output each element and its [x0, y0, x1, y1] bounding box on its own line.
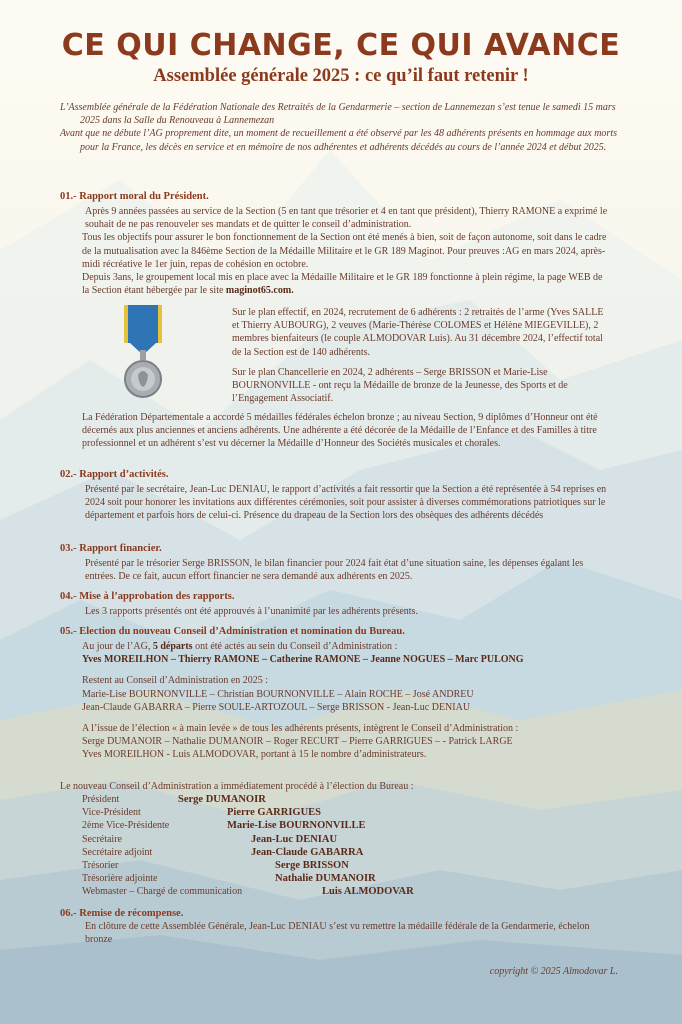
bureau-name-secretaire-adjoint: Jean-Claude GABARRA — [251, 847, 364, 858]
bureau-name-tresoriere-adjointe: Nathalie DUMANOIR — [275, 873, 376, 884]
intro — [60, 101, 620, 154]
bureau-role-vice-presidente-2: 2ème Vice-Présidente — [82, 820, 170, 831]
bureau-role-webmaster: Webmaster – Chargé de communication — [82, 886, 243, 897]
bureau-role-tresorier: Trésorier — [82, 860, 119, 871]
bureau-role-secretaire: Secrétaire — [82, 834, 122, 845]
s1-paragraph-6: La Fédération Départementale a accordé 5 médailles fédérales échelon bronze ; au niveau Section, 9 diplômes d’Honneur ont été décernés aux plus anciennes et anciens adhérents. Une adhérente a été décorée de la Médaille de l’Enfance et des Familles à titre professionnel et un adhérent s’est vu décerner la Médaille d’Honneur des Sociétés musicales et chorales. — [82, 412, 598, 450]
elect-line-2: Yves MOREILHON - Luis ALMODOVAR, portant à 15 le nombre d’administrateurs. — [82, 749, 427, 761]
bureau-name-president: Serge DUMANOIR — [178, 794, 266, 805]
bureau-name-secretaire: Jean-Luc DENIAU — [251, 834, 338, 845]
section-4-body — [85, 605, 610, 618]
bureau-name-tresorier: Serge BRISSON — [275, 860, 349, 871]
section-1-body — [82, 205, 610, 297]
bureau-role-vice-president: Vice-Président — [82, 807, 141, 818]
page-title: CE QUI CHANGE, CE QUI AVANCE — [61, 28, 621, 63]
s5-text: Au jour de l’AG, — [82, 641, 153, 652]
s4-paragraph-1: Les 3 rapports présentés ont été approuvés à l’unanimité par les adhérents présents. — [85, 606, 418, 617]
intro-paragraph-1: L’Assemblée générale de la Fédération Nationale des Retraités de la Gendarmerie – section de Lannemezan s’est tenue le samedi 15 mars 2025 dans la Salle du Renouveau à Lannemezan — [60, 102, 616, 127]
section-2-heading: 02.- Rapport d’activités. — [60, 469, 169, 480]
section-6-heading: 06.- Remise de récompense. — [60, 908, 184, 919]
s1-paragraph-3 — [82, 271, 610, 297]
s1-paragraph-2: Tous les objectifs pour assurer le bon fonctionnement de la Section ont été menés à bien, soit de façon autonome, soit dans le cadre de la mutualisation avec la 846ème Section de la Médaille Militaire et le GR 189 Maginot. Pour preuves :AG en mars 2024, après-midi récréative le 1er juin, repas de cohésion en octobre. — [82, 232, 607, 270]
s1-p3-text: Depuis 3ans, le groupement local mis en place avec la Médaille Militaire et le GR 189 fonctionne à plein régime, la page WEB de la Section étant hébergée par le site — [82, 272, 603, 297]
page-subtitle: Assemblée générale 2025 : ce qu’il faut retenir ! — [153, 66, 529, 86]
bureau-name-vice-presidente-2: Marie-Lise BOURNONVILLE — [227, 820, 366, 831]
s1-paragraph-1: Après 9 années passées au service de la Section (5 en tant que trésorier et 4 en tant que président), Thierry RAMONE a exprimé le souhait de ne pas renouveler ses mandats et de quitter le conseil d’administration. — [85, 206, 608, 231]
bureau-name-webmaster: Luis ALMODOVAR — [322, 886, 414, 897]
section-5-body — [82, 640, 622, 762]
rest-line-1: Marie-Lise BOURNONVILLE – Christian BOURNONVILLE – Alain ROCHE – José ANDREU — [82, 688, 474, 700]
section-4-heading: 04.- Mise à l’approbation des rapports. — [60, 591, 235, 602]
s5-text: ont été actés au sein du Conseil d’Administration : — [192, 641, 398, 652]
bureau-intro: Le nouveau Conseil d’Administration a immédiatement procédé à l’élection du Bureau : — [60, 781, 414, 792]
copyright: copyright © 2025 Almodovar L. — [489, 966, 618, 977]
website-link[interactable]: maginot65.com. — [225, 285, 294, 297]
departs-count: 5 départs — [152, 641, 193, 652]
rest-line-2: Jean-Claude GABARRA – Pierre SOULE-ARTOZOUL – Serge BRISSON - Jean-Luc DENIAU — [82, 701, 471, 713]
elect-heading: A l’issue de l’élection « à main levée » de tous les adhérents présents, intègrent le Conseil d’Administration : — [82, 723, 519, 735]
section-3-body — [85, 557, 610, 583]
elect-line-1: Serge DUMANOIR – Nathalie DUMANOIR – Roger RECURT – Pierre GARRIGUES – - Patrick LARGE — [82, 736, 513, 748]
s1-paragraph-4: Sur le plan effectif, en 2024, recrutement de 6 adhérents : 2 retraités de l’arme (Yves SALLE et Thierry AUBOURG), 2 veuves (Marie-Thérèse COLOMES et Hélène MIEGEVILLE), 2 membres bienfaiteurs (le couple ALMODOVAR Luis). Au 31 décembre 2024, l’effectif total de la Section est de 140 adhérents. — [232, 307, 604, 358]
s2-paragraph-1: Présenté par le secrétaire, Jean-Luc DENIAU, le rapport d’activités a fait ressortir que la Section a été représentée à 54 reprises en 2024 soit pour honorer les invitations aux différentes cérémonies, soit pour assister à diverses commémorations patriotiques sur le département et parfois hors de celui-ci. Présence du drapeau de la Section lors des obsèques des adhérents décédés — [85, 484, 607, 522]
s3-paragraph-1: Présenté par le trésorier Serge BRISSON, le bilan financier pour 2024 fait état d’une situation saine, les dépenses égalant les entrées. De ce fait, aucun effort financier ne sera demandé aux adhérents en 2025. — [85, 558, 584, 583]
medal-image — [118, 305, 168, 400]
s1-paragraph-5: Sur le plan Chancellerie en 2024, 2 adhérents – Serge BRISSON et Marie-Lise BOURNONVILLE - ont reçu la Médaille de bronze de la Jeunesse, des Sports et de l’Engagement Associatif. — [232, 366, 568, 405]
s6-paragraph-1: En clôture de cette Assemblée Générale, Jean-Luc DENIAU s’est vu remettre la médaille fédérale de la Gendarmerie, échelon bronze — [85, 921, 590, 946]
section-1-heading: 01.- Rapport moral du Président. — [60, 191, 209, 202]
section-6-body — [85, 920, 610, 946]
departs-names: Yves MOREILHON – Thierry RAMONE – Catherine RAMONE – Jeanne NOGUES – Marc PULONG — [82, 654, 524, 666]
intro-paragraph-2: Avant que ne débute l’AG proprement dite, un moment de recueillement a été observé par les 48 adhérents présents en hommage aux morts pour la France, les décès en service et en mémoire de nos adhérentes et adhérents décédés au cours de l’année 2024 et début 2025. — [60, 128, 617, 153]
section-1-body-right — [232, 306, 610, 405]
departs-list — [82, 653, 622, 666]
section-5-heading: 05.- Election du nouveau Conseil d’Administration et nomination du Bureau. — [60, 626, 405, 637]
s5-departs-intro — [82, 640, 622, 653]
section-1-body-end — [82, 411, 610, 451]
bureau-role-secretaire-adjoint: Secrétaire adjoint — [82, 847, 153, 858]
rest-heading: Restent au Conseil d’Administration en 2025 : — [82, 675, 269, 687]
section-3-heading: 03.- Rapport financier. — [60, 543, 162, 554]
bureau-role-tresoriere-adjointe: Trésorière adjointe — [82, 873, 158, 884]
bureau-name-vice-president: Pierre GARRIGUES — [227, 807, 322, 818]
section-2-body — [85, 483, 610, 523]
bureau-role-president: Président — [82, 794, 120, 805]
